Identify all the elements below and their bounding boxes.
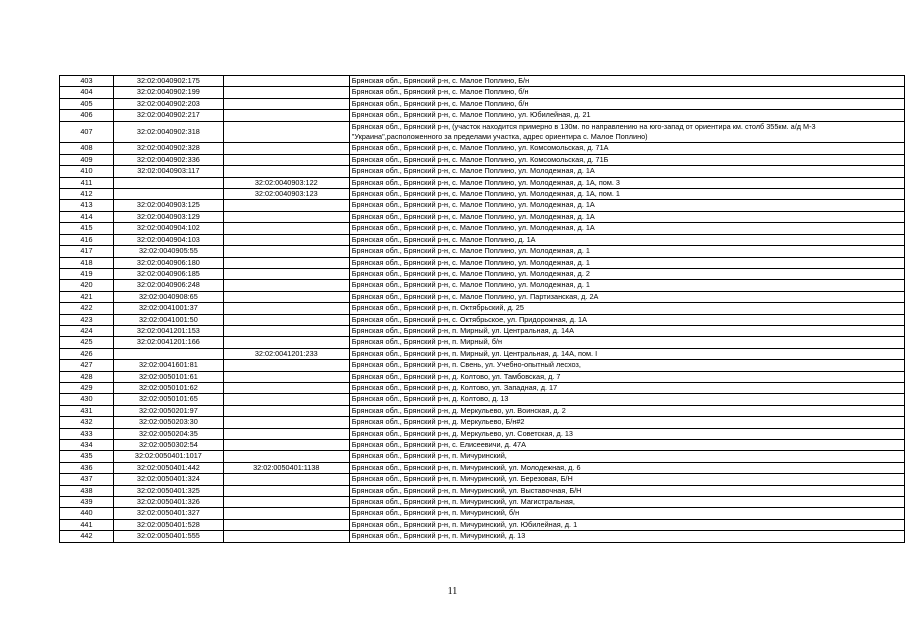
- table-row: [60, 508, 905, 519]
- table-row: [60, 519, 905, 530]
- address-cell: Брянская обл., Брянский р-н, с. Малое Поплино, ул. Молодежная, д. 1А: [349, 223, 904, 234]
- address-cell: Брянская обл., Брянский р-н, с. Малое Поплино, ул. Молодежная, д. 1А: [349, 166, 904, 177]
- sub-cadastral-number-cell: [223, 303, 349, 314]
- address-cell: Брянская обл., Брянский р-н, д. Меркульево, ул. Советская, д. 13: [349, 428, 904, 439]
- property-table: [59, 75, 905, 543]
- sub-cadastral-number-cell: [223, 223, 349, 234]
- table-row: [60, 394, 905, 405]
- address-cell: Брянская обл., Брянский р-н, с. Малое Поплино, ул. Молодежная, д. 1: [349, 246, 904, 257]
- table-row: [60, 211, 905, 222]
- sub-cadastral-number-cell: [223, 234, 349, 245]
- address-cell: Брянская обл., Брянский р-н, с. Малое Поплино, ул. Партизанская, д. 2А: [349, 291, 904, 302]
- table-row: [60, 382, 905, 393]
- table-row: [60, 451, 905, 462]
- address-cell: Брянская обл., Брянский р-н, с. Малое Поплино, ул. Юбилейная, д. 21: [349, 110, 904, 121]
- cadastral-number-cell: 32:02:0040902:328: [113, 143, 223, 154]
- cadastral-number-cell: 32:02:0040903:117: [113, 166, 223, 177]
- table-row: [60, 246, 905, 257]
- cadastral-number-cell: 32:02:0041001:37: [113, 303, 223, 314]
- row-number-cell: 429: [60, 382, 114, 393]
- sub-cadastral-number-cell: [223, 451, 349, 462]
- sub-cadastral-number-cell: 32:02:0041201:233: [223, 348, 349, 359]
- sub-cadastral-number-cell: [223, 268, 349, 279]
- row-number-cell: 439: [60, 497, 114, 508]
- address-cell: Брянская обл., Брянский р-н, с. Малое Поплино, ул. Молодежная, д. 1А: [349, 200, 904, 211]
- sub-cadastral-number-cell: [223, 314, 349, 325]
- address-cell: Брянская обл., Брянский р-н, с. Малое Поплино, ул. Молодежная, д. 2: [349, 268, 904, 279]
- row-number-cell: 409: [60, 154, 114, 165]
- address-cell: Брянская обл., Брянский р-н, с. Елисеевичи, д. 47А: [349, 440, 904, 451]
- row-number-cell: 413: [60, 200, 114, 211]
- table-row: [60, 440, 905, 451]
- address-cell: Брянская обл., Брянский р-н, п. Мичуринский, б/н: [349, 508, 904, 519]
- address-cell: Брянская обл., Брянский р-н, д. Колтово, ул. Западная, д. 17: [349, 382, 904, 393]
- cadastral-number-cell: [113, 348, 223, 359]
- address-cell: Брянская обл., Брянский р-н, с. Малое Поплино, ул. Молодежная, д. 1А: [349, 211, 904, 222]
- cadastral-number-cell: 32:02:0050401:528: [113, 519, 223, 530]
- row-number-cell: 425: [60, 337, 114, 348]
- cadastral-number-cell: 32:02:0040904:102: [113, 223, 223, 234]
- row-number-cell: 416: [60, 234, 114, 245]
- table-row: [60, 428, 905, 439]
- cadastral-number-cell: 32:02:0050203:30: [113, 417, 223, 428]
- cadastral-number-cell: [113, 189, 223, 200]
- address-cell: Брянская обл., Брянский р-н, с. Малое Поплино, б/н: [349, 87, 904, 98]
- cadastral-number-cell: 32:02:0050401:327: [113, 508, 223, 519]
- table-row: [60, 223, 905, 234]
- sub-cadastral-number-cell: [223, 166, 349, 177]
- cadastral-number-cell: 32:02:0040908:65: [113, 291, 223, 302]
- sub-cadastral-number-cell: [223, 382, 349, 393]
- sub-cadastral-number-cell: [223, 417, 349, 428]
- sub-cadastral-number-cell: [223, 360, 349, 371]
- sub-cadastral-number-cell: [223, 121, 349, 143]
- row-number-cell: 406: [60, 110, 114, 121]
- table-row: [60, 303, 905, 314]
- row-number-cell: 418: [60, 257, 114, 268]
- table-row: [60, 257, 905, 268]
- row-number-cell: 434: [60, 440, 114, 451]
- address-cell: Брянская обл., Брянский р-н, п. Мичуринский, ул. Магистральная,: [349, 497, 904, 508]
- address-cell: Брянская обл., Брянский р-н, (участок находится примерно в 130м. по направлению на юго-запад от ориентира км. столб 355км. а/д М-3 "Украина",расположенного за пределами участка, адрес ориентира с. Малое Поплино): [349, 121, 904, 143]
- row-number-cell: 404: [60, 87, 114, 98]
- table-row: [60, 462, 905, 473]
- sub-cadastral-number-cell: [223, 211, 349, 222]
- table-row: [60, 371, 905, 382]
- row-number-cell: 436: [60, 462, 114, 473]
- address-cell: Брянская обл., Брянский р-н, с. Малое Поплино, ул. Комсомольская, д. 71Б: [349, 154, 904, 165]
- address-cell: Брянская обл., Брянский р-н, д. Колтово, ул. Тамбовская, д. 7: [349, 371, 904, 382]
- row-number-cell: 417: [60, 246, 114, 257]
- row-number-cell: 422: [60, 303, 114, 314]
- address-cell: Брянская обл., Брянский р-н, п. Мирный, б/н: [349, 337, 904, 348]
- sub-cadastral-number-cell: [223, 337, 349, 348]
- table-row: [60, 200, 905, 211]
- row-number-cell: 415: [60, 223, 114, 234]
- sub-cadastral-number-cell: [223, 325, 349, 336]
- cadastral-number-cell: 32:02:0041201:153: [113, 325, 223, 336]
- row-number-cell: 420: [60, 280, 114, 291]
- sub-cadastral-number-cell: [223, 371, 349, 382]
- table-row: [60, 177, 905, 188]
- sub-cadastral-number-cell: 32:02:0040903:123: [223, 189, 349, 200]
- row-number-cell: 435: [60, 451, 114, 462]
- row-number-cell: 408: [60, 143, 114, 154]
- address-cell: Брянская обл., Брянский р-н, п. Мирный, ул. Центральная, д. 14А, пом. I: [349, 348, 904, 359]
- sub-cadastral-number-cell: [223, 143, 349, 154]
- row-number-cell: 423: [60, 314, 114, 325]
- address-cell: Брянская обл., Брянский р-н, с. Малое Поплино, Б/н: [349, 76, 904, 87]
- row-number-cell: 431: [60, 405, 114, 416]
- row-number-cell: 419: [60, 268, 114, 279]
- table-row: [60, 474, 905, 485]
- table-row: [60, 98, 905, 109]
- row-number-cell: 428: [60, 371, 114, 382]
- cadastral-number-cell: 32:02:0050302:54: [113, 440, 223, 451]
- address-cell: Брянская обл., Брянский р-н, с. Малое Поплино, ул. Молодежная, д. 1: [349, 280, 904, 291]
- cadastral-number-cell: 32:02:0040906:185: [113, 268, 223, 279]
- address-cell: Брянская обл., Брянский р-н, с. Малое Поплино, д. 1А: [349, 234, 904, 245]
- table-row: [60, 360, 905, 371]
- sub-cadastral-number-cell: [223, 531, 349, 542]
- row-number-cell: 440: [60, 508, 114, 519]
- table-row: [60, 234, 905, 245]
- table-row: [60, 348, 905, 359]
- sub-cadastral-number-cell: [223, 98, 349, 109]
- page-number: 11: [447, 586, 458, 597]
- cadastral-number-cell: 32:02:0050401:326: [113, 497, 223, 508]
- address-cell: Брянская обл., Брянский р-н, с. Малое Поплино, ул. Молодежная, д. 1: [349, 257, 904, 268]
- cadastral-number-cell: 32:02:0040903:125: [113, 200, 223, 211]
- cadastral-number-cell: 32:02:0040902:203: [113, 98, 223, 109]
- sub-cadastral-number-cell: [223, 257, 349, 268]
- cadastral-number-cell: 32:02:0041201:166: [113, 337, 223, 348]
- cadastral-number-cell: 32:02:0050401:324: [113, 474, 223, 485]
- row-number-cell: 426: [60, 348, 114, 359]
- sub-cadastral-number-cell: [223, 508, 349, 519]
- table-row: [60, 405, 905, 416]
- row-number-cell: 421: [60, 291, 114, 302]
- sub-cadastral-number-cell: [223, 280, 349, 291]
- cadastral-number-cell: 32:02:0050401:555: [113, 531, 223, 542]
- row-number-cell: 432: [60, 417, 114, 428]
- cadastral-number-cell: 32:02:0040906:180: [113, 257, 223, 268]
- row-number-cell: 438: [60, 485, 114, 496]
- cadastral-number-cell: 32:02:0050401:442: [113, 462, 223, 473]
- cadastral-number-cell: 32:02:0040902:318: [113, 121, 223, 143]
- row-number-cell: 430: [60, 394, 114, 405]
- sub-cadastral-number-cell: [223, 405, 349, 416]
- table-row: [60, 291, 905, 302]
- table-row: [60, 337, 905, 348]
- cadastral-number-cell: 32:02:0040906:248: [113, 280, 223, 291]
- address-cell: Брянская обл., Брянский р-н, п. Октябрьский, д. 25: [349, 303, 904, 314]
- address-cell: Брянская обл., Брянский р-н, с. Малое Поплино, ул. Молодежная, д. 1А, пом. 3: [349, 177, 904, 188]
- cadastral-number-cell: 32:02:0050204:35: [113, 428, 223, 439]
- table-row: [60, 110, 905, 121]
- address-cell: Брянская обл., Брянский р-н, д. Меркульево, Б/н#2: [349, 417, 904, 428]
- address-cell: Брянская обл., Брянский р-н, с. Октябрьское, ул. Придорожная, д. 1А: [349, 314, 904, 325]
- cadastral-number-cell: 32:02:0040903:129: [113, 211, 223, 222]
- sub-cadastral-number-cell: [223, 440, 349, 451]
- table-row: [60, 497, 905, 508]
- table-row: [60, 143, 905, 154]
- address-cell: Брянская обл., Брянский р-н, с. Малое Поплино, ул. Молодежная, д. 1А, пом. 1: [349, 189, 904, 200]
- cadastral-number-cell: 32:02:0040902:199: [113, 87, 223, 98]
- cadastral-number-cell: 32:02:0050101:62: [113, 382, 223, 393]
- cadastral-number-cell: 32:02:0040902:175: [113, 76, 223, 87]
- row-number-cell: 403: [60, 76, 114, 87]
- sub-cadastral-number-cell: [223, 485, 349, 496]
- address-cell: Брянская обл., Брянский р-н, п. Мичуринский, ул. Юбилейная, д. 1: [349, 519, 904, 530]
- sub-cadastral-number-cell: [223, 76, 349, 87]
- cadastral-number-cell: 32:02:0050401:1017: [113, 451, 223, 462]
- table-row: [60, 87, 905, 98]
- sub-cadastral-number-cell: [223, 200, 349, 211]
- sub-cadastral-number-cell: [223, 154, 349, 165]
- address-cell: Брянская обл., Брянский р-н, п. Мичуринский, ул. Выставочная, Б/Н: [349, 485, 904, 496]
- cadastral-number-cell: 32:02:0050101:65: [113, 394, 223, 405]
- row-number-cell: 441: [60, 519, 114, 530]
- sub-cadastral-number-cell: [223, 519, 349, 530]
- cadastral-number-cell: 32:02:0040905:55: [113, 246, 223, 257]
- cadastral-number-cell: 32:02:0050201:97: [113, 405, 223, 416]
- table-row: [60, 166, 905, 177]
- table-row: [60, 189, 905, 200]
- address-cell: Брянская обл., Брянский р-н, д. Меркульево, ул. Воинская, д. 2: [349, 405, 904, 416]
- row-number-cell: 407: [60, 121, 114, 143]
- sub-cadastral-number-cell: 32:02:0040903:122: [223, 177, 349, 188]
- cadastral-number-cell: [113, 177, 223, 188]
- row-number-cell: 411: [60, 177, 114, 188]
- cadastral-number-cell: 32:02:0041001:50: [113, 314, 223, 325]
- cadastral-number-cell: 32:02:0040902:217: [113, 110, 223, 121]
- sub-cadastral-number-cell: [223, 110, 349, 121]
- sub-cadastral-number-cell: [223, 87, 349, 98]
- address-cell: Брянская обл., Брянский р-н, д. Колтово, д. 13: [349, 394, 904, 405]
- cadastral-number-cell: 32:02:0040904:103: [113, 234, 223, 245]
- cadastral-number-cell: 32:02:0040902:336: [113, 154, 223, 165]
- sub-cadastral-number-cell: [223, 394, 349, 405]
- row-number-cell: 427: [60, 360, 114, 371]
- table-row: [60, 76, 905, 87]
- table-row: [60, 280, 905, 291]
- sub-cadastral-number-cell: 32:02:0050401:1138: [223, 462, 349, 473]
- row-number-cell: 412: [60, 189, 114, 200]
- sub-cadastral-number-cell: [223, 497, 349, 508]
- table-row: [60, 485, 905, 496]
- address-cell: Брянская обл., Брянский р-н, п. Свень, ул. Учебно-опытный лесхоз,: [349, 360, 904, 371]
- cadastral-number-cell: 32:02:0050401:325: [113, 485, 223, 496]
- address-cell: Брянская обл., Брянский р-н, с. Малое Поплино, б/н: [349, 98, 904, 109]
- table-row: [60, 268, 905, 279]
- address-cell: Брянская обл., Брянский р-н, п. Мичуринский, ул. Березовая, Б/Н: [349, 474, 904, 485]
- table-row: [60, 121, 905, 143]
- address-cell: Брянская обл., Брянский р-н, п. Мичуринский,: [349, 451, 904, 462]
- row-number-cell: 437: [60, 474, 114, 485]
- cadastral-number-cell: 32:02:0050101:61: [113, 371, 223, 382]
- cadastral-number-cell: 32:02:0041601:81: [113, 360, 223, 371]
- row-number-cell: 442: [60, 531, 114, 542]
- address-cell: Брянская обл., Брянский р-н, с. Малое Поплино, ул. Комсомольская, д. 71А: [349, 143, 904, 154]
- row-number-cell: 424: [60, 325, 114, 336]
- table-body: [60, 76, 905, 543]
- sub-cadastral-number-cell: [223, 246, 349, 257]
- row-number-cell: 414: [60, 211, 114, 222]
- row-number-cell: 405: [60, 98, 114, 109]
- sub-cadastral-number-cell: [223, 291, 349, 302]
- table-row: [60, 314, 905, 325]
- table-row: [60, 417, 905, 428]
- table-row: [60, 154, 905, 165]
- address-cell: Брянская обл., Брянский р-н, п. Мирный, ул. Центральная, д. 14А: [349, 325, 904, 336]
- row-number-cell: 433: [60, 428, 114, 439]
- table-row: [60, 531, 905, 542]
- table-row: [60, 325, 905, 336]
- sub-cadastral-number-cell: [223, 428, 349, 439]
- address-cell: Брянская обл., Брянский р-н, п. Мичуринский, ул. Молодежная, д. 6: [349, 462, 904, 473]
- address-cell: Брянская обл., Брянский р-н, п. Мичуринский, д. 13: [349, 531, 904, 542]
- row-number-cell: 410: [60, 166, 114, 177]
- sub-cadastral-number-cell: [223, 474, 349, 485]
